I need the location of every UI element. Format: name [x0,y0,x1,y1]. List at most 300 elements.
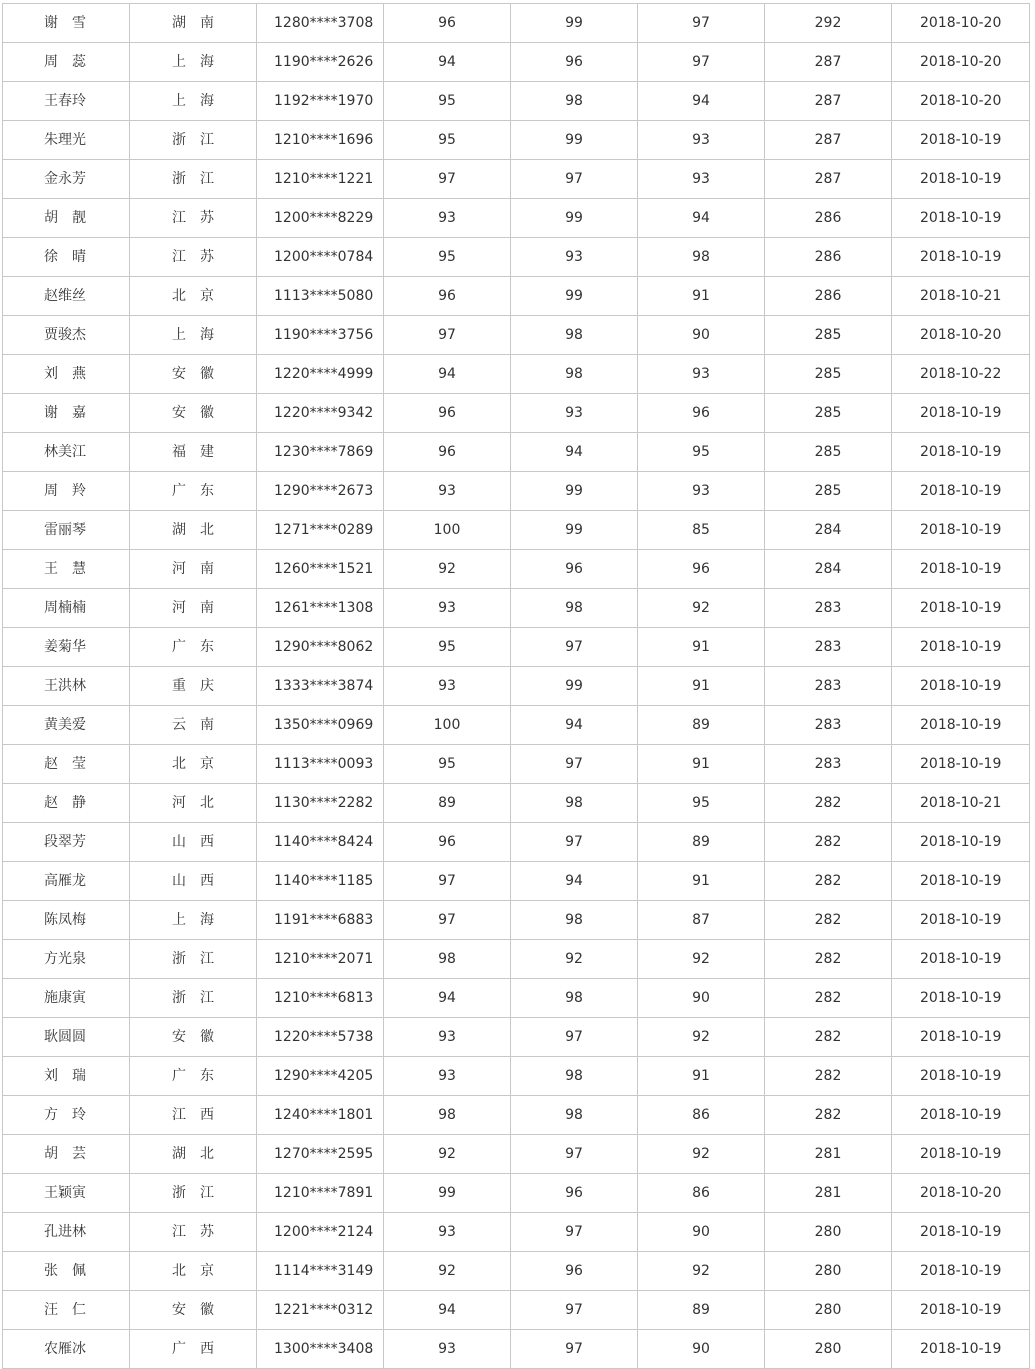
province-cell: 安 徽 [130,1018,257,1057]
date-cell: 2018-10-20 [892,82,1030,121]
province-cell: 上 海 [130,901,257,940]
table-row [3,472,1030,511]
province-cell: 福 建 [130,433,257,472]
phone-cell: 1140****1185 [257,862,384,901]
score-2-cell: 99 [511,121,638,160]
score-1-cell: 93 [384,589,511,628]
score-table [2,3,1030,1369]
score-3-cell: 91 [638,862,765,901]
name-cell: 金永芳 [3,160,130,199]
total-score-cell: 285 [765,472,892,511]
score-3-cell: 91 [638,667,765,706]
score-2-cell: 99 [511,199,638,238]
date-cell: 2018-10-19 [892,394,1030,433]
score-2-cell: 94 [511,706,638,745]
score-1-cell: 93 [384,1018,511,1057]
score-1-cell: 95 [384,745,511,784]
name-cell: 刘 燕 [3,355,130,394]
score-3-cell: 89 [638,1291,765,1330]
score-3-cell: 93 [638,355,765,394]
table-row [3,277,1030,316]
date-cell: 2018-10-19 [892,433,1030,472]
table-row [3,1213,1030,1252]
name-cell: 孔进林 [3,1213,130,1252]
score-1-cell: 98 [384,1096,511,1135]
table-row [3,1330,1030,1369]
score-2-cell: 98 [511,355,638,394]
score-1-cell: 100 [384,511,511,550]
total-score-cell: 287 [765,82,892,121]
score-1-cell: 93 [384,472,511,511]
phone-cell: 1220****4999 [257,355,384,394]
total-score-cell: 280 [765,1291,892,1330]
phone-cell: 1140****8424 [257,823,384,862]
total-score-cell: 287 [765,121,892,160]
name-cell: 方 玲 [3,1096,130,1135]
score-3-cell: 85 [638,511,765,550]
score-3-cell: 95 [638,433,765,472]
date-cell: 2018-10-19 [892,745,1030,784]
province-cell: 江 苏 [130,199,257,238]
total-score-cell: 286 [765,199,892,238]
total-score-cell: 283 [765,667,892,706]
score-2-cell: 93 [511,238,638,277]
name-cell: 段翠芳 [3,823,130,862]
date-cell: 2018-10-19 [892,706,1030,745]
province-cell: 河 南 [130,589,257,628]
date-cell: 2018-10-20 [892,43,1030,82]
province-cell: 浙 江 [130,121,257,160]
score-2-cell: 97 [511,1330,638,1369]
total-score-cell: 283 [765,628,892,667]
province-cell: 浙 江 [130,940,257,979]
table-row [3,1174,1030,1213]
total-score-cell: 284 [765,511,892,550]
score-3-cell: 97 [638,43,765,82]
name-cell: 施康寅 [3,979,130,1018]
name-cell: 姜菊华 [3,628,130,667]
province-cell: 浙 江 [130,1174,257,1213]
score-1-cell: 95 [384,82,511,121]
total-score-cell: 280 [765,1252,892,1291]
name-cell: 赵 莹 [3,745,130,784]
score-2-cell: 98 [511,1057,638,1096]
score-2-cell: 96 [511,1252,638,1291]
score-3-cell: 92 [638,1135,765,1174]
score-3-cell: 94 [638,82,765,121]
total-score-cell: 292 [765,4,892,43]
phone-cell: 1191****6883 [257,901,384,940]
name-cell: 贾骏杰 [3,316,130,355]
score-2-cell: 97 [511,160,638,199]
score-1-cell: 94 [384,355,511,394]
score-3-cell: 92 [638,589,765,628]
name-cell: 黄美爱 [3,706,130,745]
score-1-cell: 93 [384,1330,511,1369]
province-cell: 北 京 [130,745,257,784]
total-score-cell: 282 [765,1096,892,1135]
score-2-cell: 97 [511,628,638,667]
score-1-cell: 92 [384,1252,511,1291]
score-1-cell: 94 [384,1291,511,1330]
table-row [3,160,1030,199]
table-row [3,862,1030,901]
province-cell: 山 西 [130,862,257,901]
name-cell: 林美江 [3,433,130,472]
date-cell: 2018-10-19 [892,121,1030,160]
table-row [3,1057,1030,1096]
name-cell: 周楠楠 [3,589,130,628]
score-1-cell: 89 [384,784,511,823]
score-1-cell: 96 [384,277,511,316]
table-row [3,628,1030,667]
score-3-cell: 97 [638,4,765,43]
score-2-cell: 98 [511,589,638,628]
score-3-cell: 86 [638,1174,765,1213]
score-2-cell: 94 [511,433,638,472]
table-row [3,238,1030,277]
table-row [3,121,1030,160]
total-score-cell: 282 [765,784,892,823]
date-cell: 2018-10-21 [892,784,1030,823]
name-cell: 方光泉 [3,940,130,979]
score-3-cell: 91 [638,745,765,784]
table-row [3,979,1030,1018]
total-score-cell: 281 [765,1174,892,1213]
total-score-cell: 282 [765,1057,892,1096]
phone-cell: 1221****0312 [257,1291,384,1330]
total-score-cell: 287 [765,160,892,199]
table-row [3,1096,1030,1135]
name-cell: 王颖寅 [3,1174,130,1213]
total-score-cell: 285 [765,433,892,472]
table-row [3,940,1030,979]
table-row [3,589,1030,628]
score-1-cell: 96 [384,433,511,472]
province-cell: 北 京 [130,1252,257,1291]
score-1-cell: 97 [384,160,511,199]
date-cell: 2018-10-19 [892,979,1030,1018]
score-3-cell: 90 [638,1330,765,1369]
score-2-cell: 97 [511,823,638,862]
total-score-cell: 280 [765,1213,892,1252]
province-cell: 江 苏 [130,238,257,277]
score-2-cell: 97 [511,1018,638,1057]
province-cell: 安 徽 [130,1291,257,1330]
province-cell: 山 西 [130,823,257,862]
province-cell: 河 南 [130,550,257,589]
date-cell: 2018-10-19 [892,1213,1030,1252]
date-cell: 2018-10-20 [892,4,1030,43]
score-3-cell: 93 [638,121,765,160]
phone-cell: 1261****1308 [257,589,384,628]
date-cell: 2018-10-20 [892,316,1030,355]
score-3-cell: 89 [638,823,765,862]
phone-cell: 1200****0784 [257,238,384,277]
province-cell: 浙 江 [130,979,257,1018]
score-2-cell: 96 [511,43,638,82]
score-1-cell: 94 [384,979,511,1018]
table-row [3,784,1030,823]
score-2-cell: 94 [511,862,638,901]
score-2-cell: 96 [511,550,638,589]
total-score-cell: 282 [765,1018,892,1057]
phone-cell: 1270****2595 [257,1135,384,1174]
province-cell: 广 东 [130,472,257,511]
name-cell: 周 蕊 [3,43,130,82]
province-cell: 湖 南 [130,4,257,43]
table-row [3,394,1030,433]
date-cell: 2018-10-19 [892,1096,1030,1135]
province-cell: 安 徽 [130,394,257,433]
total-score-cell: 286 [765,277,892,316]
name-cell: 张 佩 [3,1252,130,1291]
date-cell: 2018-10-19 [892,1018,1030,1057]
phone-cell: 1300****3408 [257,1330,384,1369]
date-cell: 2018-10-19 [892,1057,1030,1096]
phone-cell: 1230****7869 [257,433,384,472]
score-1-cell: 93 [384,1213,511,1252]
score-1-cell: 96 [384,394,511,433]
phone-cell: 1333****3874 [257,667,384,706]
date-cell: 2018-10-19 [892,1330,1030,1369]
score-2-cell: 98 [511,979,638,1018]
phone-cell: 1114****3149 [257,1252,384,1291]
name-cell: 赵维丝 [3,277,130,316]
score-1-cell: 99 [384,1174,511,1213]
score-1-cell: 93 [384,199,511,238]
phone-cell: 1113****5080 [257,277,384,316]
score-1-cell: 92 [384,550,511,589]
score-1-cell: 98 [384,940,511,979]
score-1-cell: 95 [384,121,511,160]
phone-cell: 1210****2071 [257,940,384,979]
total-score-cell: 284 [765,550,892,589]
score-3-cell: 98 [638,238,765,277]
score-2-cell: 96 [511,1174,638,1213]
province-cell: 河 北 [130,784,257,823]
table-row [3,511,1030,550]
table-row [3,4,1030,43]
province-cell: 云 南 [130,706,257,745]
score-1-cell: 95 [384,238,511,277]
date-cell: 2018-10-19 [892,1135,1030,1174]
total-score-cell: 285 [765,355,892,394]
score-2-cell: 93 [511,394,638,433]
total-score-cell: 286 [765,238,892,277]
score-2-cell: 97 [511,1213,638,1252]
table-row [3,901,1030,940]
phone-cell: 1260****1521 [257,550,384,589]
phone-cell: 1220****5738 [257,1018,384,1057]
phone-cell: 1220****9342 [257,394,384,433]
score-3-cell: 91 [638,628,765,667]
score-1-cell: 97 [384,901,511,940]
score-2-cell: 99 [511,277,638,316]
date-cell: 2018-10-19 [892,160,1030,199]
total-score-cell: 283 [765,706,892,745]
table-row [3,433,1030,472]
phone-cell: 1192****1970 [257,82,384,121]
score-3-cell: 90 [638,316,765,355]
score-2-cell: 99 [511,667,638,706]
phone-cell: 1200****8229 [257,199,384,238]
score-3-cell: 89 [638,706,765,745]
total-score-cell: 283 [765,589,892,628]
score-2-cell: 98 [511,316,638,355]
province-cell: 江 苏 [130,1213,257,1252]
score-2-cell: 97 [511,1135,638,1174]
table-row [3,1135,1030,1174]
score-2-cell: 98 [511,784,638,823]
province-cell: 湖 北 [130,1135,257,1174]
name-cell: 高雁龙 [3,862,130,901]
table-row [3,316,1030,355]
date-cell: 2018-10-21 [892,277,1030,316]
province-cell: 江 西 [130,1096,257,1135]
name-cell: 农雁冰 [3,1330,130,1369]
table-row [3,550,1030,589]
phone-cell: 1210****7891 [257,1174,384,1213]
table-row [3,1018,1030,1057]
phone-cell: 1290****4205 [257,1057,384,1096]
province-cell: 上 海 [130,316,257,355]
table-row [3,199,1030,238]
total-score-cell: 282 [765,901,892,940]
name-cell: 朱理光 [3,121,130,160]
date-cell: 2018-10-19 [892,667,1030,706]
province-cell: 重 庆 [130,667,257,706]
score-1-cell: 100 [384,706,511,745]
score-2-cell: 99 [511,511,638,550]
phone-cell: 1210****6813 [257,979,384,1018]
province-cell: 湖 北 [130,511,257,550]
score-2-cell: 97 [511,1291,638,1330]
score-3-cell: 94 [638,199,765,238]
name-cell: 谢 嘉 [3,394,130,433]
score-2-cell: 98 [511,1096,638,1135]
total-score-cell: 280 [765,1330,892,1369]
province-cell: 广 东 [130,1057,257,1096]
total-score-cell: 282 [765,862,892,901]
score-3-cell: 96 [638,550,765,589]
score-1-cell: 93 [384,667,511,706]
score-3-cell: 90 [638,979,765,1018]
phone-cell: 1280****3708 [257,4,384,43]
score-3-cell: 91 [638,1057,765,1096]
score-3-cell: 93 [638,472,765,511]
score-3-cell: 91 [638,277,765,316]
score-1-cell: 92 [384,1135,511,1174]
score-table-body [3,4,1030,1369]
date-cell: 2018-10-19 [892,238,1030,277]
name-cell: 谢 雪 [3,4,130,43]
score-3-cell: 92 [638,1252,765,1291]
province-cell: 浙 江 [130,160,257,199]
score-1-cell: 96 [384,4,511,43]
name-cell: 刘 瑞 [3,1057,130,1096]
phone-cell: 1210****1221 [257,160,384,199]
name-cell: 徐 晴 [3,238,130,277]
phone-cell: 1190****2626 [257,43,384,82]
score-3-cell: 96 [638,394,765,433]
name-cell: 王洪林 [3,667,130,706]
total-score-cell: 287 [765,43,892,82]
date-cell: 2018-10-19 [892,823,1030,862]
phone-cell: 1130****2282 [257,784,384,823]
phone-cell: 1290****8062 [257,628,384,667]
date-cell: 2018-10-19 [892,589,1030,628]
table-row [3,1252,1030,1291]
total-score-cell: 283 [765,745,892,784]
table-row [3,82,1030,121]
date-cell: 2018-10-19 [892,1252,1030,1291]
phone-cell: 1271****0289 [257,511,384,550]
date-cell: 2018-10-20 [892,1174,1030,1213]
name-cell: 赵 静 [3,784,130,823]
score-1-cell: 97 [384,316,511,355]
total-score-cell: 282 [765,940,892,979]
province-cell: 广 西 [130,1330,257,1369]
phone-cell: 1200****2124 [257,1213,384,1252]
name-cell: 胡 芸 [3,1135,130,1174]
table-row [3,706,1030,745]
score-1-cell: 97 [384,862,511,901]
score-3-cell: 87 [638,901,765,940]
date-cell: 2018-10-19 [892,1291,1030,1330]
province-cell: 广 东 [130,628,257,667]
table-row [3,745,1030,784]
province-cell: 上 海 [130,82,257,121]
score-3-cell: 92 [638,1018,765,1057]
province-cell: 安 徽 [130,355,257,394]
phone-cell: 1190****3756 [257,316,384,355]
name-cell: 耿圆圆 [3,1018,130,1057]
score-1-cell: 95 [384,628,511,667]
date-cell: 2018-10-19 [892,862,1030,901]
name-cell: 汪 仁 [3,1291,130,1330]
score-3-cell: 93 [638,160,765,199]
total-score-cell: 282 [765,823,892,862]
table-row [3,1291,1030,1330]
name-cell: 雷丽琴 [3,511,130,550]
total-score-cell: 282 [765,979,892,1018]
name-cell: 周 羚 [3,472,130,511]
score-2-cell: 98 [511,901,638,940]
table-row [3,667,1030,706]
table-row [3,43,1030,82]
score-2-cell: 99 [511,472,638,511]
table-row [3,355,1030,394]
phone-cell: 1240****1801 [257,1096,384,1135]
date-cell: 2018-10-19 [892,628,1030,667]
score-1-cell: 96 [384,823,511,862]
score-3-cell: 95 [638,784,765,823]
table-row [3,823,1030,862]
date-cell: 2018-10-19 [892,472,1030,511]
date-cell: 2018-10-19 [892,199,1030,238]
score-1-cell: 93 [384,1057,511,1096]
score-3-cell: 92 [638,940,765,979]
total-score-cell: 285 [765,316,892,355]
score-3-cell: 86 [638,1096,765,1135]
province-cell: 上 海 [130,43,257,82]
name-cell: 王 慧 [3,550,130,589]
score-2-cell: 97 [511,745,638,784]
phone-cell: 1210****1696 [257,121,384,160]
total-score-cell: 281 [765,1135,892,1174]
date-cell: 2018-10-19 [892,901,1030,940]
